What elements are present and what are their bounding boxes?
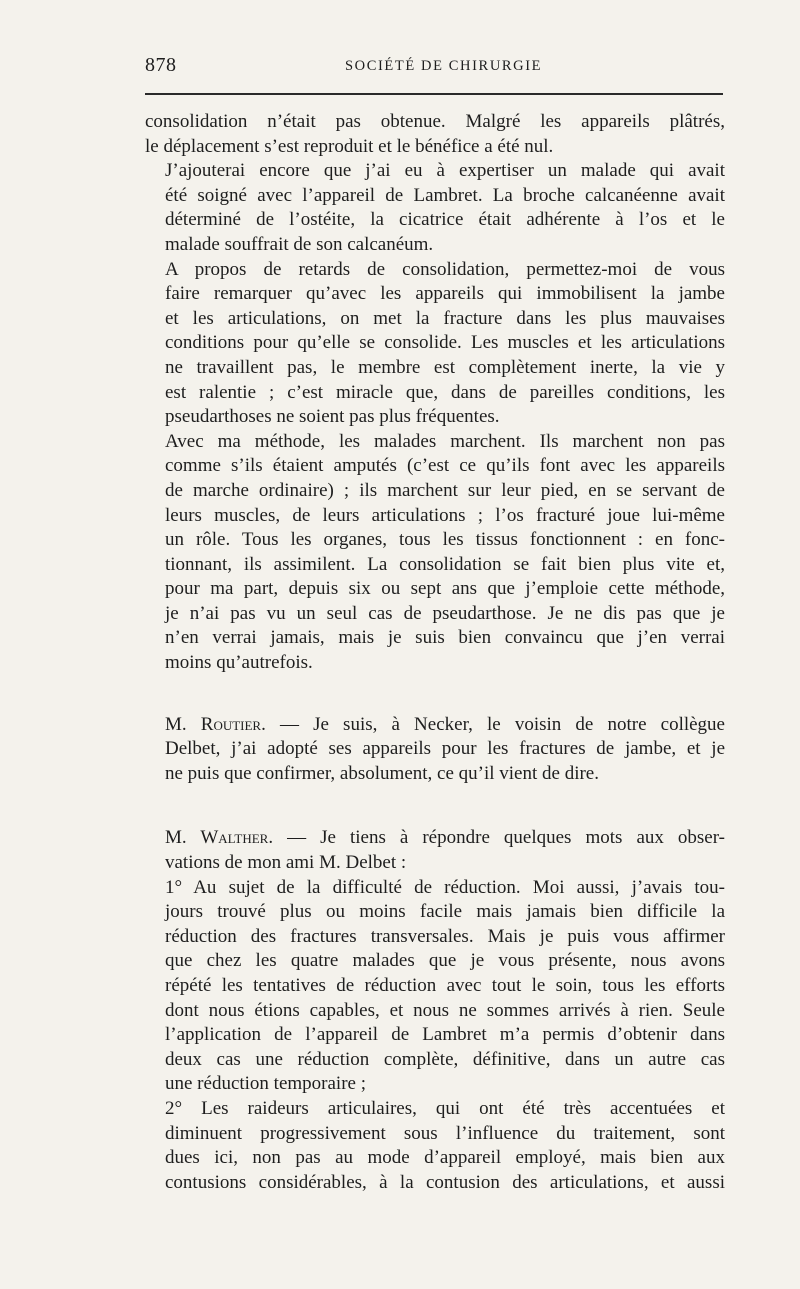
- page-header: [145, 54, 725, 84]
- text-line: Delbet, j’ai adopté ses appareils pour les fractures de jambe, et je: [165, 738, 725, 760]
- page-body: [145, 110, 725, 1195]
- text-line: leurs muscles, de leurs articulations ; l’os fracturé joue lui-même: [165, 504, 725, 526]
- text-line: dont nous étions capables, et nous ne sommes arrivés à rien. Seule: [165, 999, 725, 1021]
- section-gap: [145, 676, 725, 713]
- text-line: tionnant, ils assimilent. La consolidation se fait bien plus vite et,: [165, 553, 725, 575]
- text-line: et les articulations, on met la fracture dans les plus mauvaises: [165, 307, 725, 329]
- text-line: pseudarthoses ne soient pas plus fréquentes.: [165, 406, 500, 428]
- text-line: ne puis que confirmer, absolument, ce qu’il vient de dire.: [165, 762, 599, 784]
- paragraph-1: [145, 110, 725, 159]
- speech-text: — Je suis, à Necker, le voisin de notre collègue: [265, 713, 725, 735]
- text-line: que chez les quatre malades que je vous présente, nous avons: [165, 950, 725, 972]
- text-line: malade souffrait de son calcanéum.: [165, 233, 434, 255]
- text-line: [145, 713, 725, 738]
- text-line: diminuent progressivement sous l’influence du traitement, sont: [165, 1122, 725, 1144]
- text-line: pour ma part, depuis six ou sept ans que j’emploie cette méthode,: [165, 578, 725, 600]
- text-line: je n’ai pas vu un seul cas de pseudarthose. Je ne dis pas que je: [165, 602, 725, 624]
- text-line: déterminé de l’ostéite, la cicatrice était adhérente à l’os et le: [165, 209, 725, 231]
- text-line: Avec ma méthode, les malades marchent. Ils marchent non pas: [165, 430, 725, 452]
- text-line: une réduction temporaire ;: [165, 1073, 367, 1095]
- text-line: comme s’ils étaient amputés (c’est ce qu’ils font avec les appareils: [165, 455, 725, 477]
- paragraph-walther: [145, 826, 725, 875]
- text-line: jours trouvé plus ou moins facile mais jamais bien difficile la: [165, 901, 725, 923]
- running-head: SOCIÉTÉ DE CHIRURGIE: [345, 58, 543, 74]
- text-line: l’application de l’appareil de Lambret m’a permis d’obtenir dans: [165, 1024, 725, 1046]
- speech-text: — Je tiens à répondre quelques mots aux obser-: [273, 827, 725, 849]
- speaker-name: M. Routier.: [165, 713, 266, 735]
- text-line: n’en verrai jamais, mais je suis bien convaincu que j’en verrai: [165, 627, 725, 649]
- text-line: ne travaillent pas, le membre est complètement inerte, la vie y: [165, 356, 725, 378]
- text-line: vations de mon ami M. Delbet :: [165, 852, 407, 874]
- paragraph-routier: [145, 713, 725, 787]
- text-line: est ralentie ; c’est miracle que, dans de pareilles conditions, les: [165, 381, 725, 403]
- text-line: répété les tentatives de réduction avec tout le soin, tous les efforts: [165, 975, 725, 996]
- text-line: consolidation n’était pas obtenue. Malgré les appareils plâtrés,: [145, 111, 725, 132]
- page-number: 878: [145, 54, 177, 76]
- text-line: le déplacement s’est reproduit et le bénéfice a été nul.: [145, 135, 554, 157]
- text-line: faire remarquer qu’avec les appareils qui immobilisent la jambe: [165, 283, 725, 305]
- text-line: moins qu’autrefois.: [165, 652, 313, 674]
- text-line: deux cas une réduction complète, définitive, dans un autre cas: [165, 1048, 725, 1070]
- paragraph-2: [145, 159, 725, 257]
- text-line: J’ajouterai encore que j’ai eu à expertiser un malade qui avait: [165, 160, 725, 182]
- text-line: A propos de retards de consolidation, permettez-moi de vous: [165, 258, 725, 280]
- text-line: contusions considérables, à la contusion des articulations, et aussi: [165, 1171, 725, 1193]
- text-line: 1° Au sujet de la difficulté de réduction. Moi aussi, j’avais tou-: [165, 876, 725, 898]
- section-gap: [145, 786, 725, 826]
- header-rule: [145, 93, 723, 95]
- paragraph-3: [145, 258, 725, 430]
- paragraph-point-1: [145, 876, 725, 1097]
- text-line: réduction des fractures transversales. Mais je puis vous affirmer: [165, 925, 725, 947]
- paragraph-4: [145, 430, 725, 676]
- paragraph-point-2: [145, 1097, 725, 1195]
- speaker-name: M. Walther.: [165, 827, 274, 849]
- text-line: [145, 826, 725, 851]
- text-line: un rôle. Tous les organes, tous les tissus fonctionnent : en fonc-: [165, 529, 725, 551]
- text-line: de marche ordinaire) ; ils marchent sur leur pied, en se servant de: [165, 479, 725, 501]
- text-line: dues ici, non pas au mode d’appareil employé, mais bien aux: [165, 1147, 725, 1169]
- text-line: conditions pour qu’elle se consolide. Les muscles et les articulations: [165, 332, 725, 354]
- text-line: 2° Les raideurs articulaires, qui ont été très accentuées et: [165, 1097, 725, 1119]
- text-line: été soigné avec l’appareil de Lambret. La broche calcanéenne avait: [165, 184, 725, 206]
